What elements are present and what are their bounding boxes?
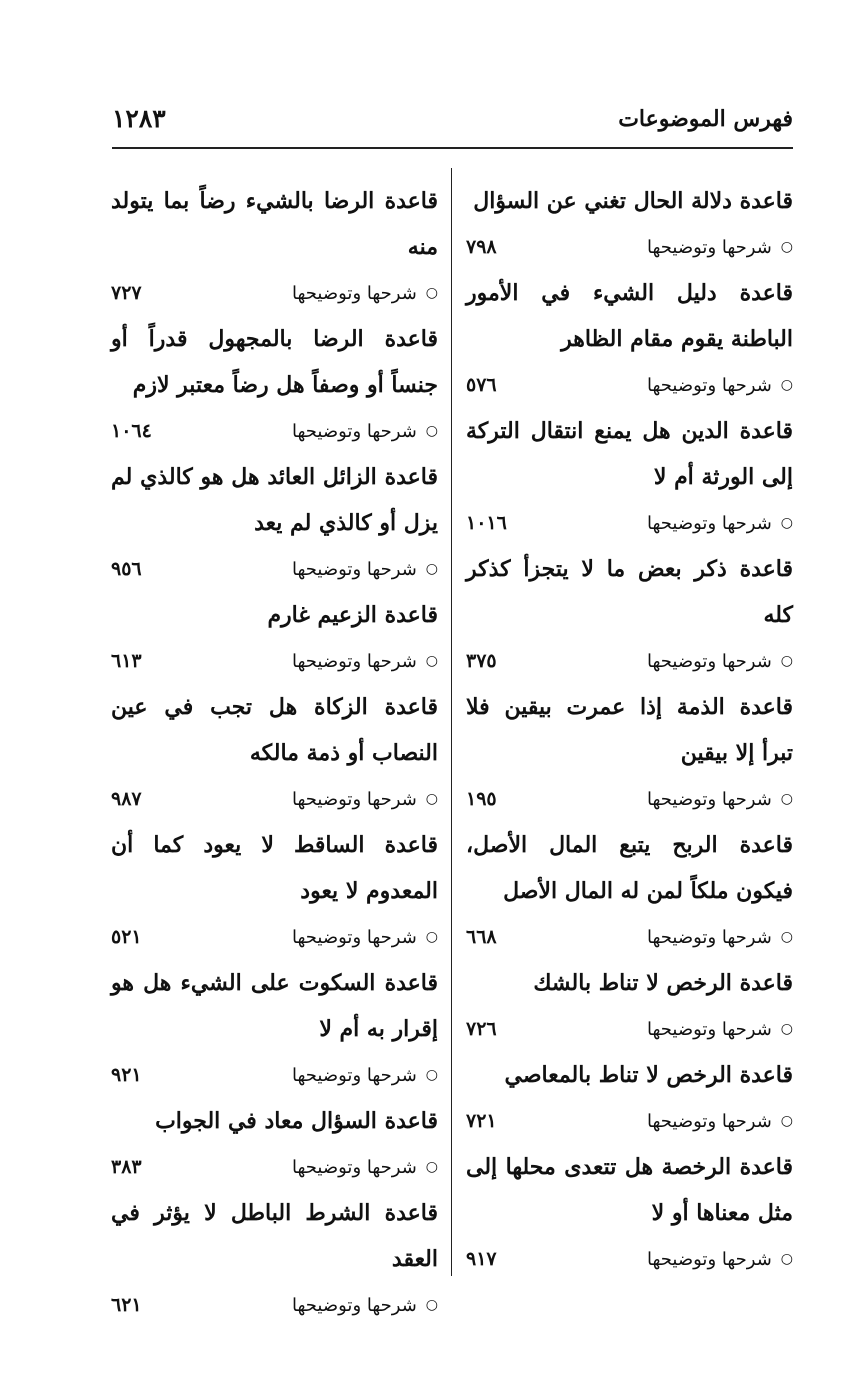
rule-title: قاعدة الذمة إذا عمرت بيقين فلا تبرأ إلا بيقين (466, 694, 793, 766)
circle-bullet-icon: ○ (425, 929, 438, 945)
index-entry (466, 546, 793, 684)
page-reference: ٧٩٨ (466, 236, 497, 258)
index-entry (111, 1098, 438, 1190)
explanation-label: شرحها وتوضيحها (647, 1248, 772, 1270)
explanation-label: شرحها وتوضيحها (647, 1018, 772, 1040)
index-entry (111, 1190, 438, 1328)
explanation-line (111, 1282, 438, 1328)
explanation-label: شرحها وتوضيحها (647, 926, 772, 948)
circle-bullet-icon: ○ (425, 1297, 438, 1313)
rule-title: قاعدة الرخصة هل تتعدى محلها إلى مثل معناها أو لا (466, 1154, 793, 1226)
circle-bullet-icon: ○ (425, 1159, 438, 1175)
explanation-label: شرحها وتوضيحها (292, 926, 417, 948)
index-entry (466, 270, 793, 408)
rule-title: قاعدة السؤال معاد في الجواب (155, 1108, 438, 1134)
rule-title: قاعدة السكوت على الشيء هل هو إقرار به أم لا (111, 970, 438, 1042)
page-header (112, 104, 793, 144)
explanation-label: شرحها وتوضيحها (647, 788, 772, 810)
index-entry (466, 408, 793, 546)
page-reference: ٧٢٧ (111, 282, 142, 304)
explanation-label: شرحها وتوضيحها (292, 788, 417, 810)
explanation-line (466, 638, 793, 684)
explanation-label: شرحها وتوضيحها (647, 512, 772, 534)
explanation-label: شرحها وتوضيحها (292, 650, 417, 672)
circle-bullet-icon: ○ (425, 791, 438, 807)
index-entry (111, 592, 438, 684)
page-reference: ٣٨٣ (111, 1156, 142, 1178)
page-reference: ٩٢١ (111, 1064, 142, 1086)
column-divider (451, 168, 452, 1276)
explanation-line (111, 914, 438, 960)
rule-title: قاعدة الساقط لا يعود كما أن المعدوم لا يعود (111, 832, 438, 904)
explanation-label: شرحها وتوضيحها (292, 1156, 417, 1178)
page-reference: ١٠٦٤ (111, 420, 152, 442)
index-entry (466, 1144, 793, 1282)
explanation-line (111, 776, 438, 822)
index-entry (466, 960, 793, 1052)
page-reference: ٦٦٨ (466, 926, 497, 948)
page-reference: ٧٢١ (466, 1110, 497, 1132)
explanation-label: شرحها وتوضيحها (292, 420, 417, 442)
explanation-line (466, 500, 793, 546)
page-reference: ٣٧٥ (466, 650, 497, 672)
page-reference: ٩٥٦ (111, 558, 142, 580)
explanation-line (466, 1006, 793, 1052)
circle-bullet-icon: ○ (425, 561, 438, 577)
rule-title: قاعدة دليل الشيء في الأمور الباطنة يقوم مقام الظاهر (466, 280, 793, 352)
explanation-line (466, 224, 793, 270)
circle-bullet-icon: ○ (780, 791, 793, 807)
index-entry (111, 822, 438, 960)
explanation-line (111, 408, 438, 454)
page-reference: ٦٢١ (111, 1294, 142, 1316)
rule-title: قاعدة الرضا بالشيء رضاً بما يتولد منه (111, 188, 438, 260)
explanation-line (111, 270, 438, 316)
rule-title: قاعدة الزكاة هل تجب في عين النصاب أو ذمة مالكه (111, 694, 438, 766)
index-entry (466, 684, 793, 822)
index-entry (466, 822, 793, 960)
explanation-label: شرحها وتوضيحها (647, 236, 772, 258)
rule-title: قاعدة دلالة الحال تغني عن السؤال (473, 188, 793, 214)
page-reference: ٧٢٦ (466, 1018, 497, 1040)
circle-bullet-icon: ○ (780, 1251, 793, 1267)
explanation-line (111, 638, 438, 684)
explanation-line (466, 1236, 793, 1282)
index-entry (111, 684, 438, 822)
explanation-line (111, 546, 438, 592)
right-column (466, 178, 793, 1282)
running-title: فهرس الموضوعات (618, 106, 793, 132)
left-column (111, 178, 438, 1328)
circle-bullet-icon: ○ (780, 377, 793, 393)
explanation-line (466, 914, 793, 960)
index-entry (466, 178, 793, 270)
explanation-line (466, 362, 793, 408)
page-reference: ٥٢١ (111, 926, 142, 948)
index-entry (111, 454, 438, 592)
rule-title: قاعدة الشرط الباطل لا يؤثر في العقد (111, 1200, 438, 1272)
circle-bullet-icon: ○ (425, 653, 438, 669)
rule-title: قاعدة الزائل العائد هل هو كالذي لم يزل أو كالذي لم يعد (111, 464, 438, 536)
rule-title: قاعدة الرخص لا تناط بالشك (533, 970, 793, 996)
explanation-label: شرحها وتوضيحها (292, 282, 417, 304)
page-number: ١٢٨٣ (112, 104, 166, 133)
circle-bullet-icon: ○ (425, 423, 438, 439)
circle-bullet-icon: ○ (780, 515, 793, 531)
circle-bullet-icon: ○ (780, 1021, 793, 1037)
circle-bullet-icon: ○ (780, 1113, 793, 1129)
index-entry (111, 316, 438, 454)
circle-bullet-icon: ○ (780, 929, 793, 945)
circle-bullet-icon: ○ (780, 653, 793, 669)
circle-bullet-icon: ○ (425, 285, 438, 301)
explanation-line (466, 1098, 793, 1144)
rule-title: قاعدة الربح يتبع المال الأصل، فيكون ملكاً لمن له المال الأصل (466, 832, 793, 904)
explanation-line (466, 776, 793, 822)
rule-title: قاعدة ذكر بعض ما لا يتجزأ كذكر كله (466, 556, 793, 628)
page-reference: ٩٨٧ (111, 788, 142, 810)
explanation-label: شرحها وتوضيحها (292, 558, 417, 580)
rule-title: قاعدة الدين هل يمنع انتقال التركة إلى الورثة أم لا (466, 418, 793, 490)
circle-bullet-icon: ○ (780, 239, 793, 255)
page-reference: ٩١٧ (466, 1248, 497, 1270)
explanation-label: شرحها وتوضيحها (647, 374, 772, 396)
explanation-label: شرحها وتوضيحها (647, 1110, 772, 1132)
rule-title: قاعدة الرخص لا تناط بالمعاصي (504, 1062, 793, 1088)
index-entry (111, 960, 438, 1098)
index-entry (466, 1052, 793, 1144)
explanation-line (111, 1052, 438, 1098)
page-reference: ١٩٥ (466, 788, 497, 810)
index-entry (111, 178, 438, 316)
explanation-label: شرحها وتوضيحها (647, 650, 772, 672)
rule-title: قاعدة الزعيم غارم (267, 602, 438, 628)
page-reference: ٦١٣ (111, 650, 142, 672)
circle-bullet-icon: ○ (425, 1067, 438, 1083)
header-rule (112, 147, 793, 149)
page-reference: ٥٧٦ (466, 374, 497, 396)
rule-title: قاعدة الرضا بالمجهول قدراً أو جنساً أو وصفاً هل رضاً معتبر لازم (111, 326, 438, 398)
explanation-label: شرحها وتوضيحها (292, 1064, 417, 1086)
explanation-label: شرحها وتوضيحها (292, 1294, 417, 1316)
page-reference: ١٠١٦ (466, 512, 507, 534)
explanation-line (111, 1144, 438, 1190)
